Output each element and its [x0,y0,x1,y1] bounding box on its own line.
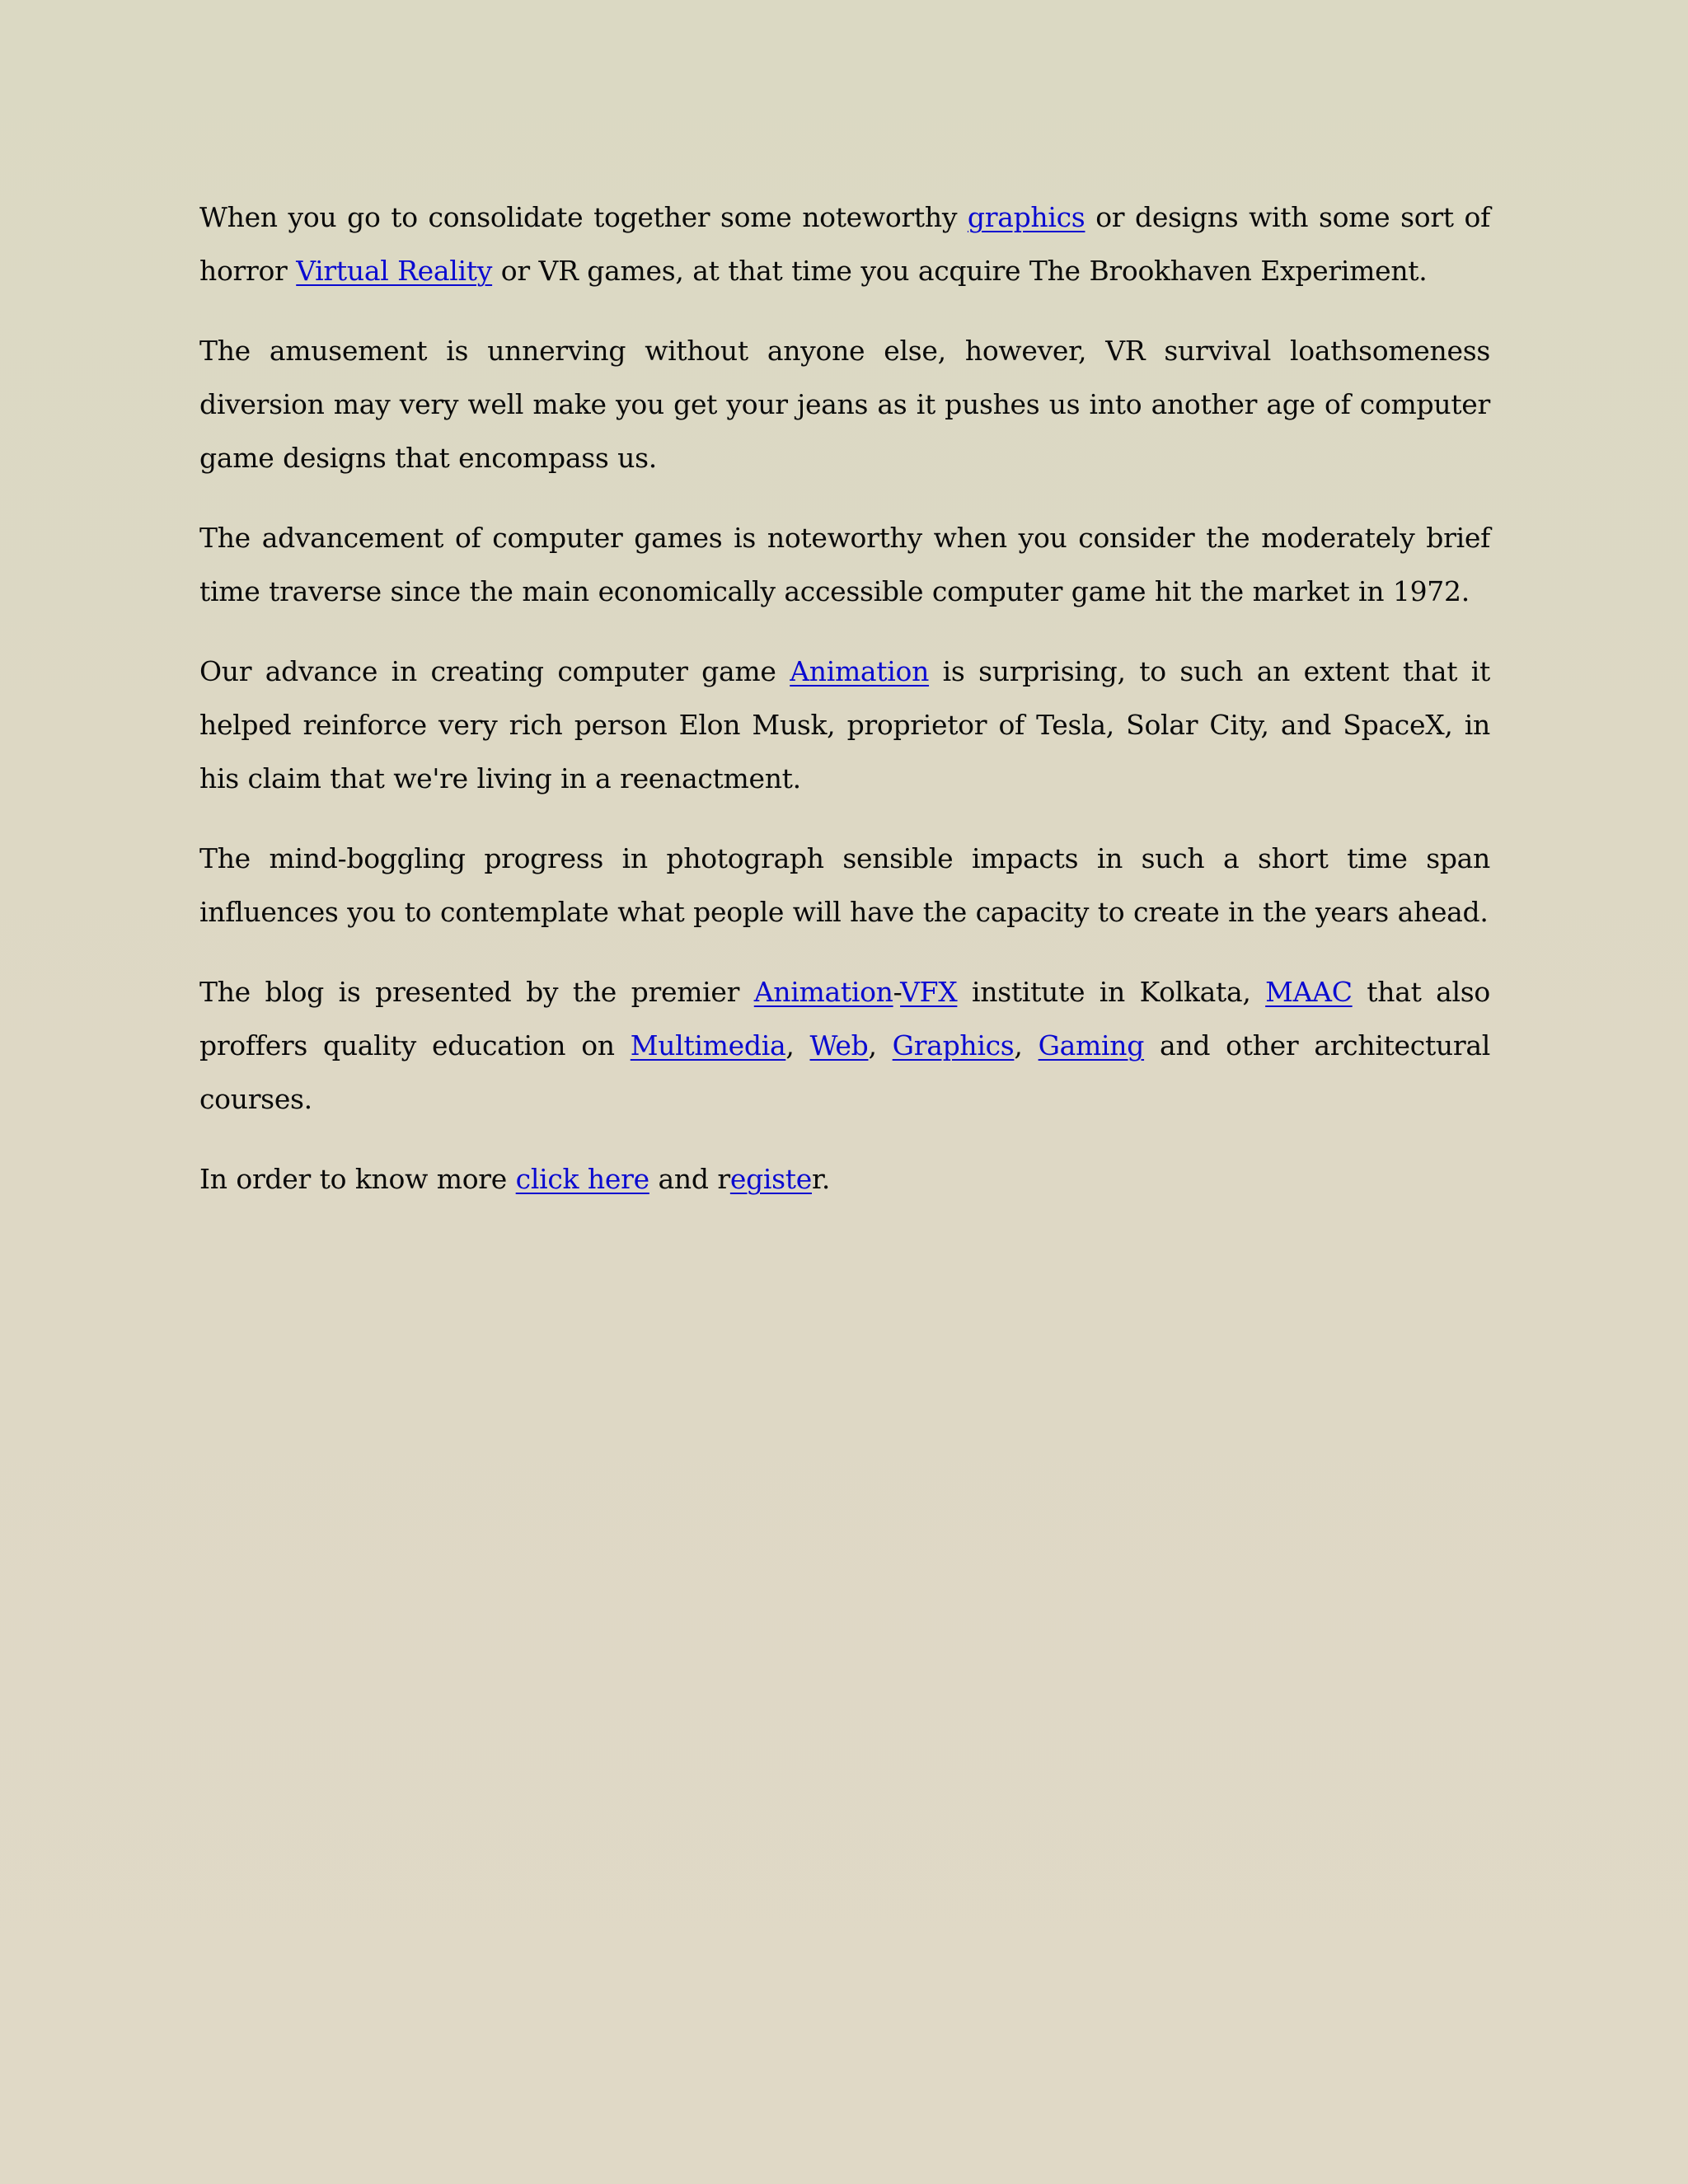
link-register[interactable]: egiste [729,1163,812,1195]
paragraph-text: The mind-boggling progress in photograph sensible impacts in such a short time span influences you to contemplate what people will have the capacity to create in the years ahead. [199,842,1490,928]
paragraph-blog-presenter [199,965,1490,1126]
paragraph-animation-progress [199,644,1490,805]
link-maac[interactable]: MAAC [1265,976,1353,1008]
link-gaming[interactable]: Gaming [1038,1029,1145,1062]
paragraph-text: institute in Kolkata, [957,976,1266,1008]
paragraph-text: or designs with some sort of horror [199,201,1490,287]
paragraph-text: that also proffers quality education on [199,976,1490,1062]
comma-separator: , [1014,1029,1039,1062]
paragraph-photo-effects [199,832,1490,939]
paragraph-text: and other architectural courses. [199,1029,1490,1115]
link-vfx[interactable]: VFX [900,976,958,1008]
link-web[interactable]: Web [809,1029,869,1062]
comma-separator: , [868,1029,893,1062]
link-click-here[interactable]: click here [515,1163,649,1195]
paragraph-text: In order to know more [199,1163,516,1195]
paragraph-text: The blog is presented by the premier [199,976,754,1008]
comma-separator: , [785,1029,810,1062]
link-multimedia[interactable]: Multimedia [630,1029,786,1062]
paragraph-text: is surprising, to such an extent that it helped reinforce very rich person Elon Musk, proprietor of Tesla, Solar City, and SpaceX, in his claim that we're living in a reenactment. [199,655,1490,794]
paragraph-advancement [199,511,1490,618]
link-graphics[interactable]: graphics [967,201,1085,233]
paragraph-text: The advancement of computer games is noteworthy when you consider the moderately brief time traverse since the main economically accessible computer game hit the market in 1972. [199,522,1490,607]
paragraph-text: and r [649,1163,730,1195]
paragraph-text: The amusement is unnerving without anyone else, however, VR survival loathsomeness diversion may very well make you get your jeans as it pushes us into another age of computer game designs that encompass us. [199,335,1490,474]
article-body [199,190,1490,1232]
link-graphics[interactable]: Graphics [892,1029,1015,1062]
paragraph-call-to-action [199,1152,1490,1206]
paragraph-intro [199,190,1490,298]
paragraph-text: or VR games, at that time you acquire The Brookhaven Experiment. [492,255,1428,287]
link-animation[interactable]: Animation [790,655,930,687]
link-virtual-reality[interactable]: Virtual Reality [296,255,493,287]
dash-separator: - [893,976,901,1008]
paragraph-vr-survival [199,324,1490,485]
link-animation[interactable]: Animation [753,976,893,1008]
paragraph-text: r. [811,1163,831,1195]
paragraph-text: When you go to consolidate together some noteworthy [199,201,968,233]
paragraph-text: Our advance in creating computer game [199,655,790,687]
